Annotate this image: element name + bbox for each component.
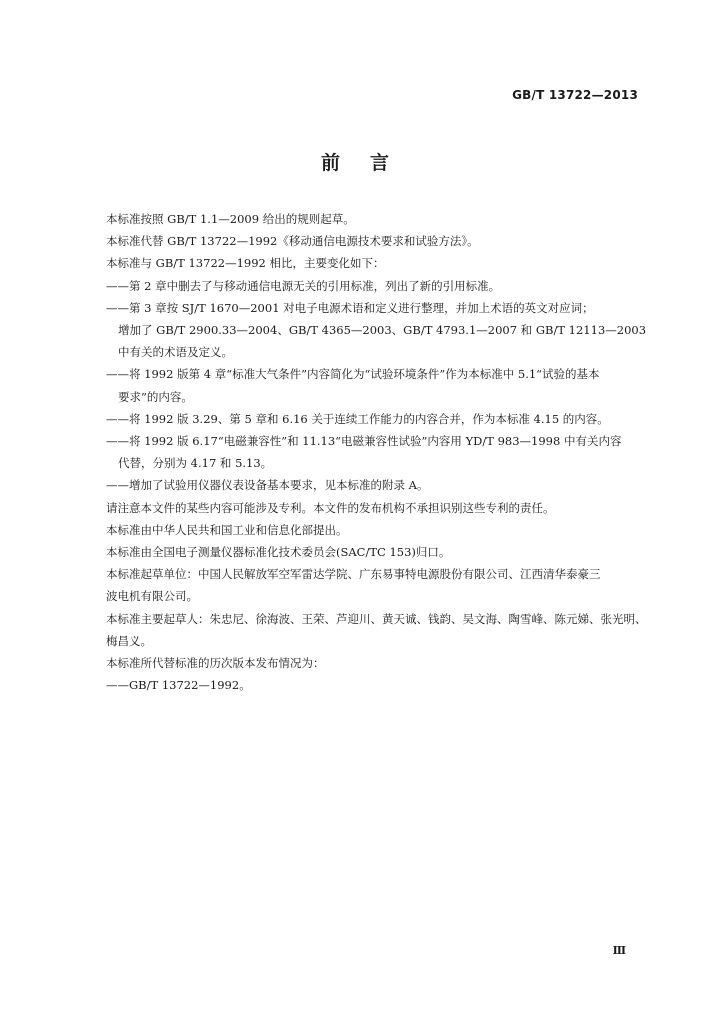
change-item-references: ——第 2 章中删去了与移动通信电源无关的引用标准，列出了新的引用标准。 <box>106 278 501 293</box>
change-item-environment-cont: 要求”的内容。 <box>118 389 193 404</box>
page-number: Ⅲ <box>612 944 626 957</box>
page-title: 前言 <box>320 152 419 174</box>
standard-code: GB/T 13722—2013 <box>512 88 638 102</box>
paragraph-proposed: 本标准由中华人民共和国工业和信息化部提出。 <box>106 522 348 537</box>
change-item-terms-cont: 增加了 GB/T 2900.33—2004、GB/T 4365—2003、GB/T 4793.1—2007 和 GB/T 12113—2003 <box>118 323 647 338</box>
paragraph-changes-intro: 本标准与 GB/T 13722—1992 相比，主要变化如下： <box>106 256 385 271</box>
change-item-terms-cont: 中有关的术语及定义。 <box>118 345 233 360</box>
change-item-emc-cont: 代替，分别为 4.17 和 5.13。 <box>118 456 273 471</box>
paragraph-replaces: 本标准代替 GB/T 13722—1992《移动通信电源技术要求和试验方法》。 <box>106 234 479 249</box>
history-item: ——GB/T 13722—1992。 <box>106 678 251 693</box>
paragraph-history: 本标准所代替标准的历次版本发布情况为： <box>106 656 325 671</box>
paragraph-drafting-units-cont: 波电机有限公司。 <box>106 589 198 604</box>
change-item-terms: ——第 3 章按 SJ/T 1670—2001 对电子电源术语和定义进行整理，并加上术语的英文对应词； <box>106 300 594 315</box>
paragraph-drafting-rules: 本标准按照 GB/T 1.1—2009 给出的规则起草。 <box>106 212 355 226</box>
change-item-environment: ——将 1992 版第 4 章“标准大气条件”内容简化为“试验环境条件”作为本标准中 5.1“试验的基本 <box>106 367 600 382</box>
change-item-continuous: ——将 1992 版 3.29、第 5 章和 6.16 关于连续工作能力的内容合并，作为本标准 4.15 的内容。 <box>106 411 609 426</box>
change-item-annex: ——增加了试验用仪器仪表设备基本要求，见本标准的附录 A。 <box>106 478 429 493</box>
paragraph-patent: 请注意本文件的某些内容可能涉及专利。本文件的发布机构不承担识别这些专利的责任。 <box>106 500 555 515</box>
paragraph-centralized: 本标准由全国电子测量仪器标准化技术委员会(SAC/TC 153)归口。 <box>106 545 451 560</box>
paragraph-drafting-units: 本标准起草单位：中国人民解放军空军雷达学院、广东易事特电源股份有限公司、江西清华泰豪三 <box>106 567 601 582</box>
paragraph-drafters-cont: 梅昌义。 <box>106 633 152 648</box>
foreword-body <box>106 208 654 696</box>
paragraph-drafters: 本标准主要起草人：朱忠尼、徐海波、王荣、芦迎川、黄天诚、钱韵、吴文海、陶雪峰、陈元娣、张光明、 <box>106 611 647 626</box>
change-item-emc: ——将 1992 版 6.17“电磁兼容性”和 11.13“电磁兼容性试验”内容用 YD/T 983—1998 中有关内容 <box>106 434 622 449</box>
